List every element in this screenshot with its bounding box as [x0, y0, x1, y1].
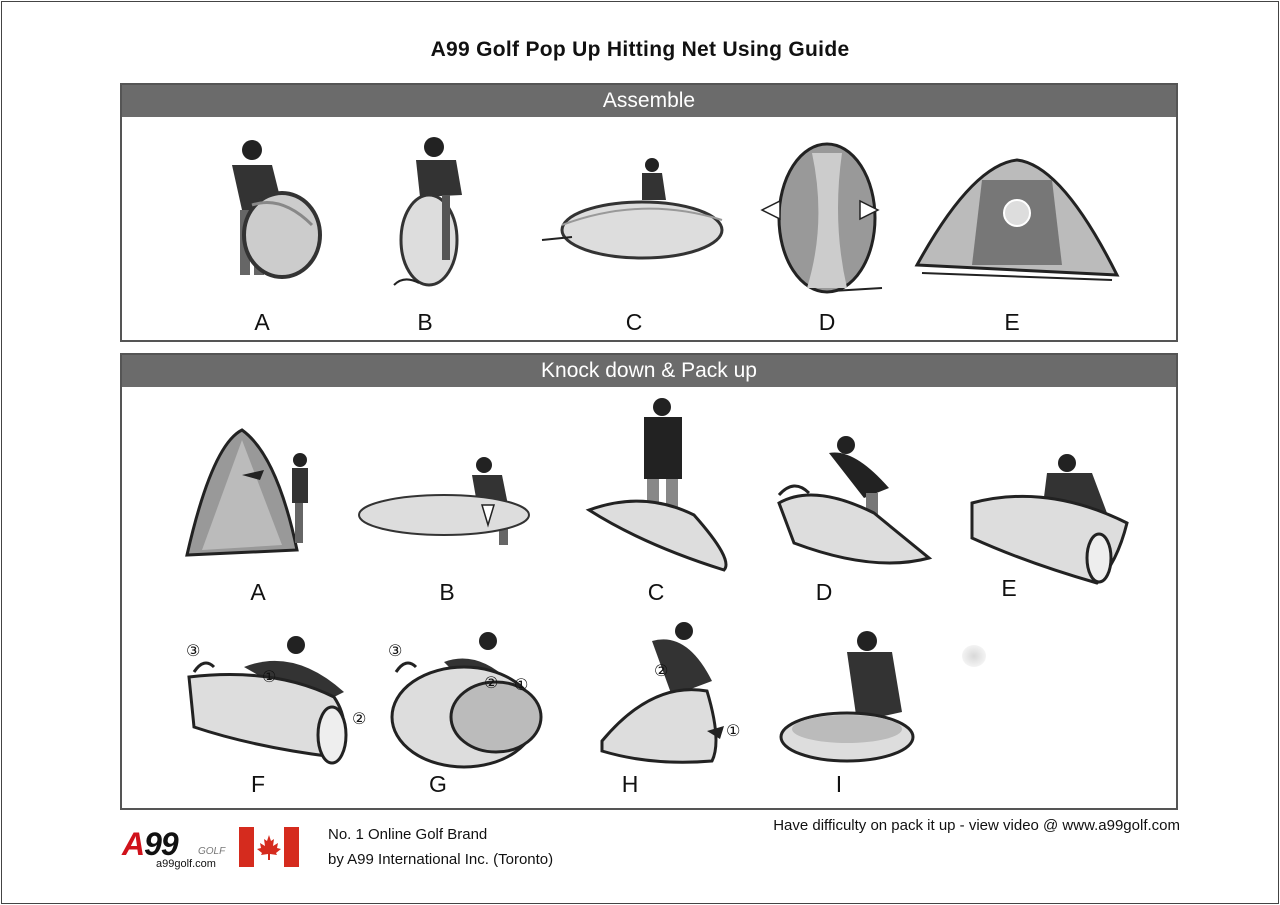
pack-step-g-marker-one: ① — [514, 677, 529, 694]
page-title: A99 Golf Pop Up Hitting Net Using Guide — [430, 38, 850, 61]
assemble-panel — [120, 83, 1178, 342]
pack-step-a-label: A — [250, 579, 266, 605]
pack-step-d-label: D — [815, 579, 833, 605]
pack-step-g-marker-two: ② — [484, 675, 499, 692]
pack-step-f-marker-two: ② — [352, 711, 367, 728]
pack-step-c-label: C — [647, 579, 665, 605]
pack-step-g-label: G — [429, 771, 447, 797]
logo-golf-text: GOLF — [198, 846, 226, 857]
assemble-step-c-label: C — [625, 309, 643, 335]
pack-heading: Knock down & Pack up — [122, 355, 1176, 387]
pack-step-g-marker-three: ③ — [388, 643, 403, 660]
brand-tagline: No. 1 Online Golf Brand — [328, 826, 488, 843]
pack-step-f-label: F — [250, 771, 266, 797]
pack-step-f-marker-three: ③ — [186, 643, 201, 660]
assemble-step-d-label: D — [818, 309, 836, 335]
brand-company: by A99 International Inc. (Toronto) — [328, 851, 554, 868]
logo-letter-a: A — [122, 826, 145, 862]
pack-step-f-marker-one: ① — [262, 669, 277, 686]
video-help-note[interactable]: Have difficulty on pack it up - view video @ www.a99golf.com — [773, 817, 1180, 834]
assemble-step-e-label: E — [1004, 309, 1020, 335]
pack-step-h-marker-two: ② — [654, 663, 669, 680]
pack-step-e-label: E — [1001, 575, 1017, 601]
pack-step-h-label: H — [621, 771, 639, 797]
pack-panel — [120, 353, 1178, 810]
pack-step-h-marker-one: ① — [726, 723, 741, 740]
logo-site-text: a99golf.com — [156, 858, 216, 870]
pack-step-i-label: I — [835, 771, 843, 797]
assemble-heading: Assemble — [122, 85, 1176, 117]
logo-number: 99 — [144, 826, 178, 862]
pack-step-b-label: B — [439, 579, 455, 605]
assemble-step-b-label: B — [417, 309, 433, 335]
canada-flag-icon — [239, 827, 299, 867]
assemble-step-a-label: A — [254, 309, 270, 335]
scan-smudge — [962, 645, 986, 667]
